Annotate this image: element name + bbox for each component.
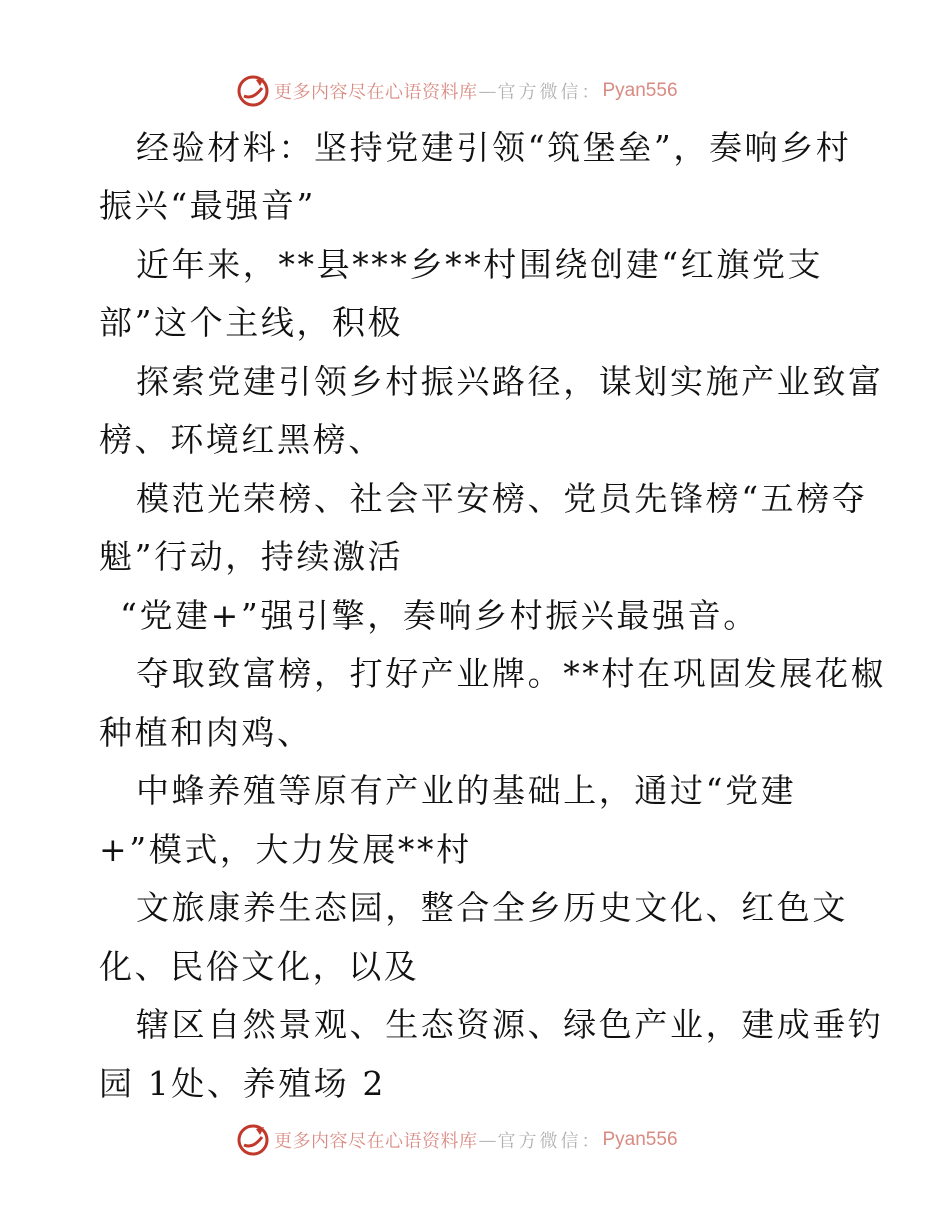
document-title-line-2: 振兴“最强音” bbox=[99, 186, 316, 225]
text-line: 探索党建引领乡村振兴路径，谋划实施产业致富 bbox=[136, 362, 884, 401]
text-line: +”模式，大力发展**村 bbox=[99, 830, 472, 869]
watermark-separator: — bbox=[478, 1129, 497, 1151]
watermark-wechat-label: 官方微信： bbox=[497, 1131, 603, 1152]
text-line: “党建+”强引擎，奏响乡村振兴最强音。 bbox=[120, 596, 759, 635]
text-line: 辖区自然景观、生态资源、绿色产业，建成垂钓 bbox=[136, 1005, 884, 1044]
text-line: 中蜂养殖等原有产业的基础上，通过“党建 bbox=[136, 771, 797, 810]
text-line: 模范光荣榜、社会平安榜、党员先锋榜“五榜夺 bbox=[136, 479, 868, 518]
text-line: 文旅康养生态园，整合全乡历史文化、红色文 bbox=[136, 888, 848, 927]
text-line: 夺取致富榜，打好产业牌。**村在巩固发展花椒 bbox=[136, 654, 887, 693]
pen-logo-icon bbox=[236, 1123, 270, 1157]
watermark-separator: — bbox=[478, 80, 497, 102]
watermark-wechat-id: Pyan556 bbox=[602, 1129, 678, 1150]
text-line: 化、民俗文化，以及 bbox=[99, 947, 420, 986]
text-line: 魁”行动，持续激活 bbox=[99, 537, 404, 576]
pen-logo-icon bbox=[236, 74, 270, 108]
watermark-wechat-id: Pyan556 bbox=[602, 80, 678, 101]
text-line: 榜、环境红黑榜、 bbox=[99, 420, 384, 459]
text-line: 园 1处、养殖场 2 bbox=[99, 1064, 386, 1103]
text-line: 部”这个主线，积极 bbox=[99, 303, 404, 342]
text-line: 近年来，**县***乡**村围绕创建“红旗党支 bbox=[136, 245, 824, 284]
watermark-text: 更多内容尽在心语资料库 bbox=[274, 82, 478, 103]
watermark-text: 更多内容尽在心语资料库 bbox=[274, 1131, 478, 1152]
watermark-banner-top bbox=[236, 71, 678, 111]
watermark-wechat-label: 官方微信： bbox=[497, 82, 603, 103]
document-title-line-1: 经验材料：坚持党建引领“筑堡垒”，奏响乡村 bbox=[136, 128, 852, 167]
watermark-banner-bottom bbox=[236, 1120, 678, 1160]
text-line: 种植和肉鸡、 bbox=[99, 713, 313, 752]
